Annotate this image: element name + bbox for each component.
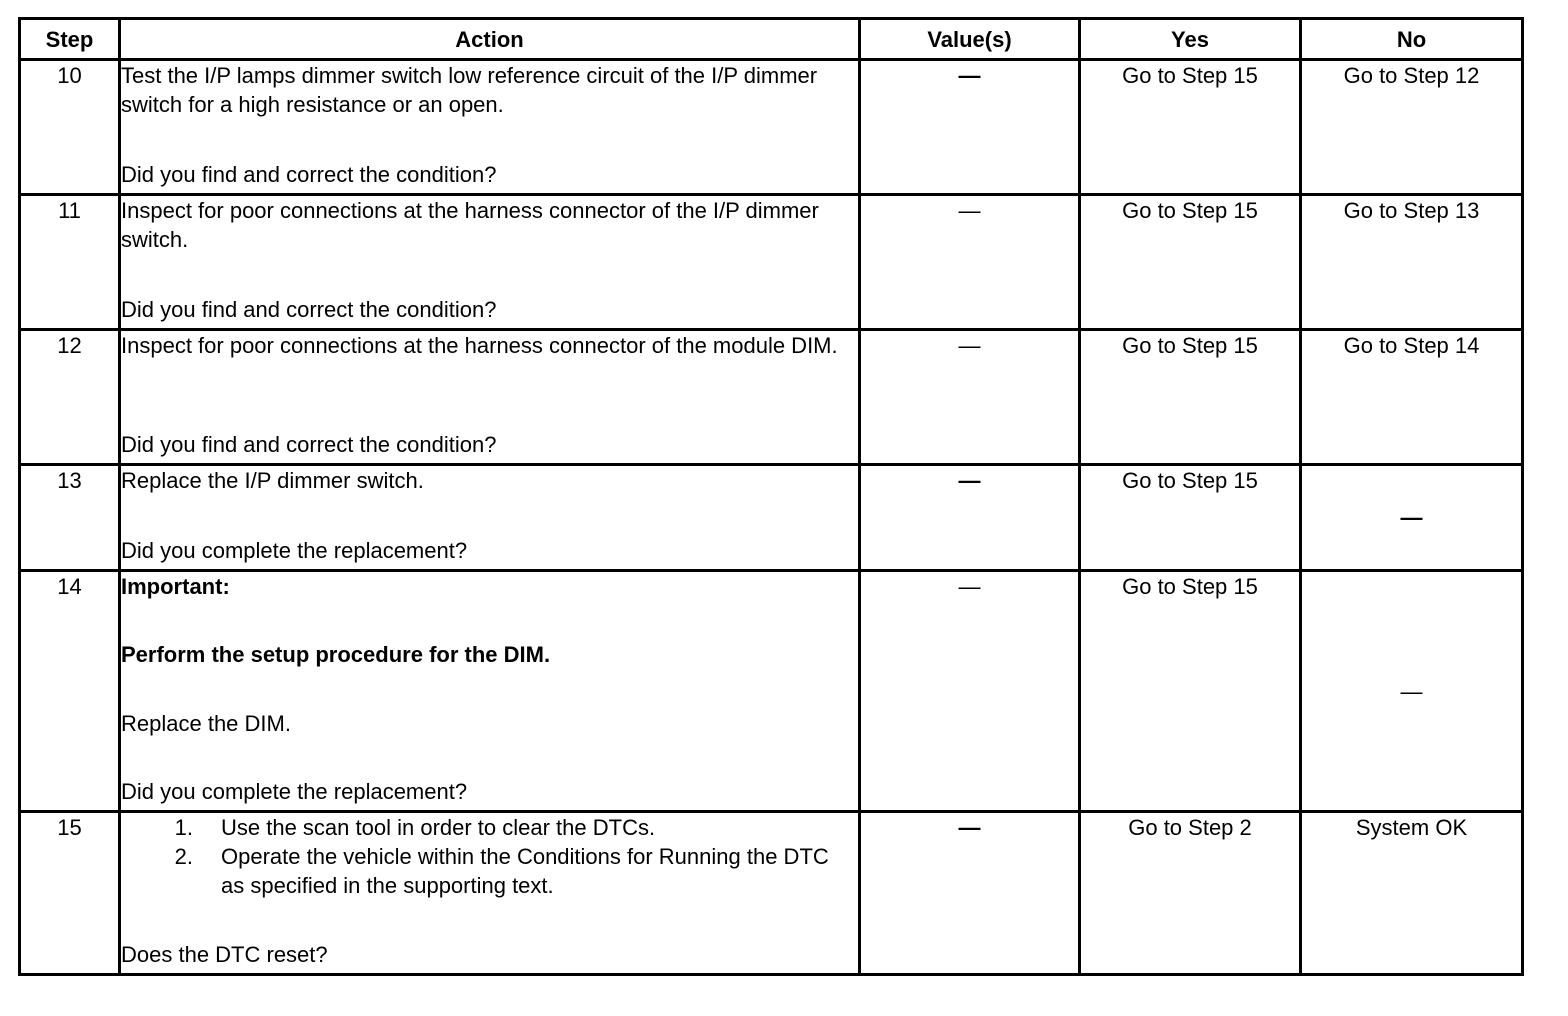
no-cell <box>1301 571 1523 812</box>
step-number: 12 <box>20 330 120 465</box>
action-cell <box>120 812 860 975</box>
table-row-step-14 <box>20 571 1523 812</box>
action-question: Did you find and correct the condition? <box>121 432 497 457</box>
value-dash: — <box>958 63 981 88</box>
yes-cell: Go to Step 2 <box>1080 812 1301 975</box>
yes-cell: Go to Step 15 <box>1080 60 1301 195</box>
action-question: Did you find and correct the condition? <box>121 162 497 187</box>
value-dash: — <box>958 574 981 599</box>
step-number: 13 <box>20 465 120 571</box>
yes-cell: Go to Step 15 <box>1080 571 1301 812</box>
action-text: Inspect for poor connections at the harness connector of the module DIM. <box>121 333 838 358</box>
no-dash: — <box>1400 678 1423 704</box>
step-number: 11 <box>20 195 120 330</box>
action-question: Does the DTC reset? <box>121 942 328 967</box>
step-number: 15 <box>20 812 120 975</box>
header-no: No <box>1301 19 1523 60</box>
action-cell <box>120 195 860 330</box>
header-step: Step <box>20 19 120 60</box>
no-cell: Go to Step 13 <box>1301 195 1523 330</box>
action-text: Replace the DIM. <box>121 710 291 736</box>
no-cell: Go to Step 12 <box>1301 60 1523 195</box>
list-item-text: Use the scan tool in order to clear the DTCs. <box>221 815 656 840</box>
procedure-list <box>121 813 858 900</box>
table-row-step-11 <box>20 195 1523 330</box>
action-question: Did you complete the replacement? <box>121 778 468 804</box>
diagnostic-table <box>18 17 1524 976</box>
yes-cell: Go to Step 15 <box>1080 465 1301 571</box>
list-item <box>121 842 858 900</box>
no-cell: Go to Step 14 <box>1301 330 1523 465</box>
action-text: Inspect for poor connections at the harness connector of the I/P dimmer switch. <box>121 198 819 252</box>
action-cell <box>120 330 860 465</box>
value-cell <box>860 195 1080 330</box>
value-cell <box>860 60 1080 195</box>
list-item-number: 1. <box>174 815 193 840</box>
table-row-step-15 <box>20 812 1523 975</box>
action-cell <box>120 60 860 195</box>
value-cell <box>860 812 1080 975</box>
action-cell <box>120 571 860 812</box>
value-cell <box>860 330 1080 465</box>
step-number: 14 <box>20 571 120 812</box>
value-cell <box>860 465 1080 571</box>
value-cell <box>860 571 1080 812</box>
step-number: 10 <box>20 60 120 195</box>
important-text: Perform the setup procedure for the DIM. <box>121 642 551 668</box>
action-cell <box>120 465 860 571</box>
list-item-text: Operate the vehicle within the Conditions for Running the DTC as specified in the supporting text. <box>221 844 829 898</box>
no-dash: — <box>1400 505 1423 530</box>
yes-cell: Go to Step 15 <box>1080 330 1301 465</box>
header-action: Action <box>120 19 860 60</box>
value-dash: — <box>958 468 981 493</box>
important-label: Important: <box>121 574 230 599</box>
header-yes: Yes <box>1080 19 1301 60</box>
list-item <box>121 813 858 842</box>
list-item-number: 2. <box>174 844 193 869</box>
table-row-step-12 <box>20 330 1523 465</box>
action-question: Did you find and correct the condition? <box>121 297 497 322</box>
value-dash: — <box>958 333 981 358</box>
action-question: Did you complete the replacement? <box>121 538 468 563</box>
table-row-step-13 <box>20 465 1523 571</box>
header-values: Value(s) <box>860 19 1080 60</box>
value-dash: — <box>958 198 981 223</box>
yes-cell: Go to Step 15 <box>1080 195 1301 330</box>
table-row-step-10 <box>20 60 1523 195</box>
no-cell <box>1301 465 1523 571</box>
action-text: Replace the I/P dimmer switch. <box>121 468 424 493</box>
action-text: Test the I/P lamps dimmer switch low reference circuit of the I/P dimmer switch for a high resistance or an open. <box>121 63 818 117</box>
value-dash: — <box>958 815 981 840</box>
no-cell: System OK <box>1301 812 1523 975</box>
header-row <box>20 19 1523 60</box>
